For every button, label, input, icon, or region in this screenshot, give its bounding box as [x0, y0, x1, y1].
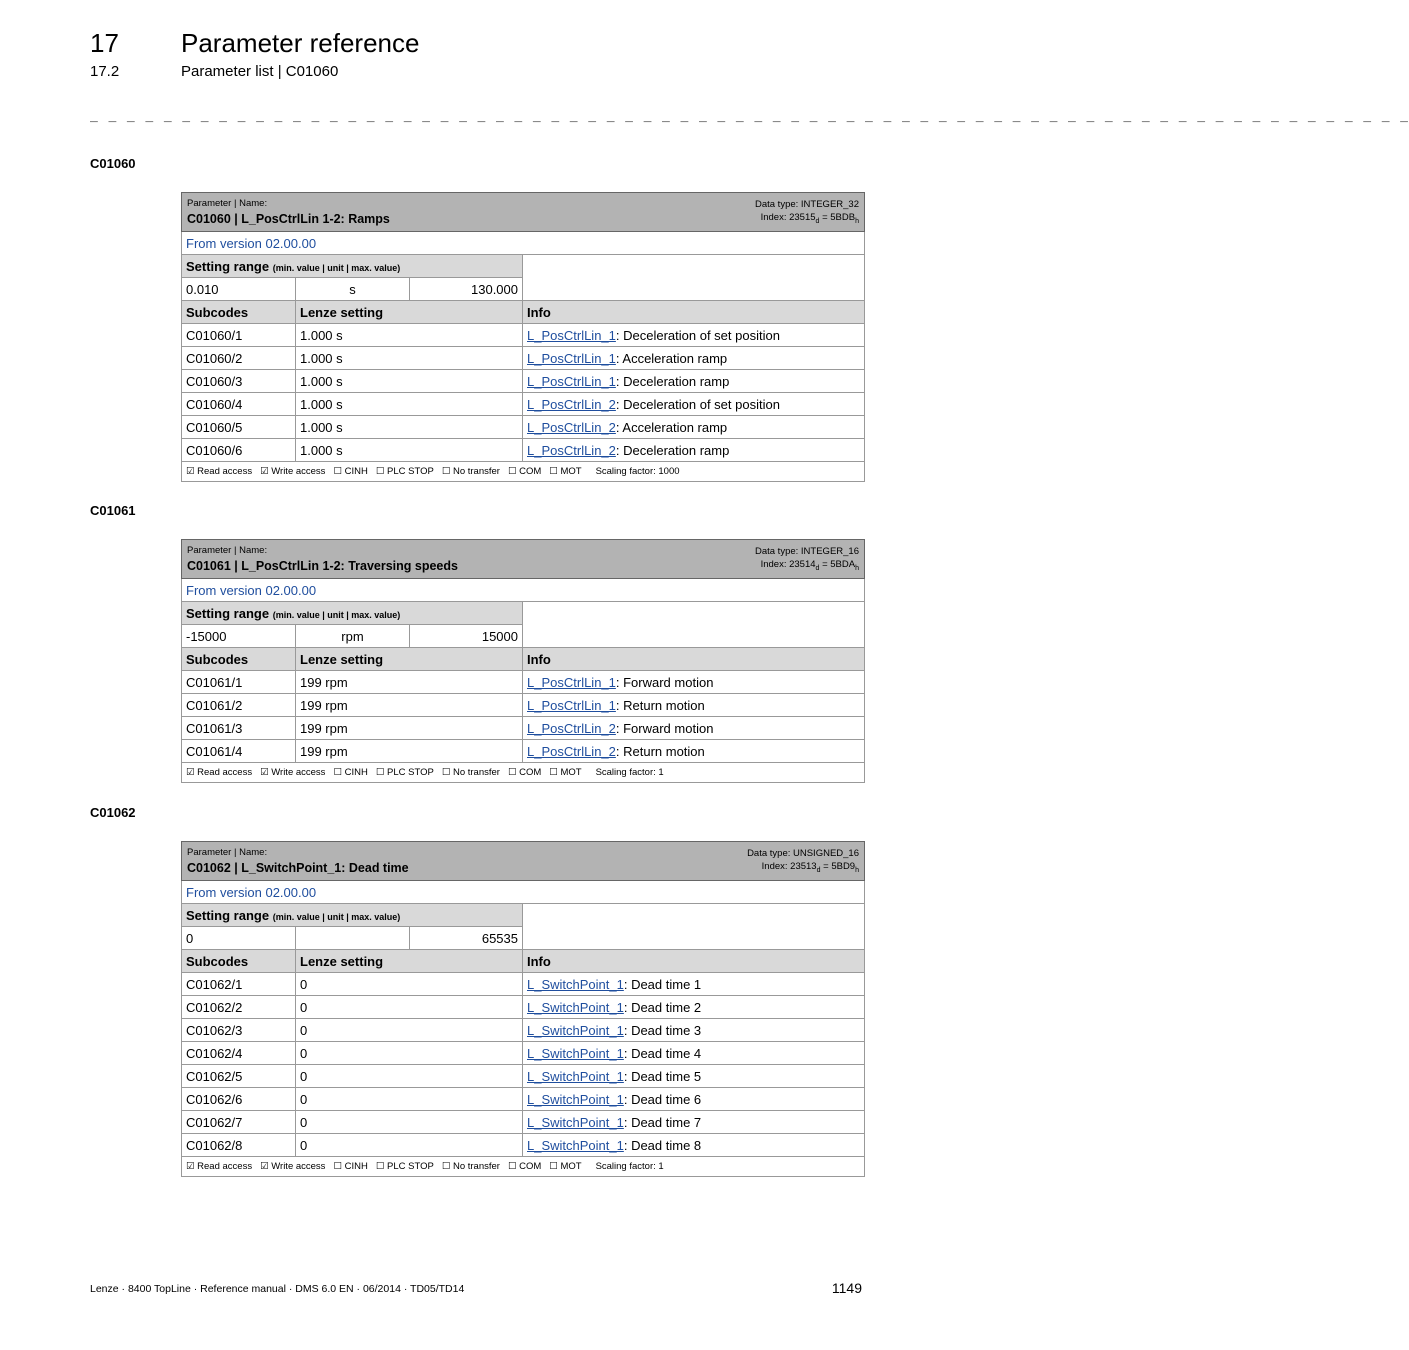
param-header	[182, 193, 865, 232]
access-flag: ☐ COM	[507, 466, 542, 477]
info-text: : Return motion	[615, 697, 705, 713]
param-name-label: Parameter | Name:	[187, 545, 268, 556]
info-cell	[523, 694, 865, 717]
access-flag: ☐ No transfer	[441, 1161, 500, 1172]
info-text: : Return motion	[615, 743, 705, 759]
lenze-setting: 0	[296, 1019, 523, 1042]
col-lenze-setting: Lenze setting	[296, 648, 523, 671]
info-text: : Dead time 7	[623, 1114, 702, 1130]
info-cell	[523, 1134, 865, 1157]
access-flag: ☑ Read access	[186, 1161, 253, 1172]
info-cell	[523, 347, 865, 370]
signal-link[interactable]: L_PosCtrlLin_1	[527, 697, 616, 713]
signal-link[interactable]: L_PosCtrlLin_2	[527, 419, 616, 435]
lenze-setting: 1.000 s	[296, 439, 523, 462]
info-cell	[523, 717, 865, 740]
info-text: : Dead time 2	[623, 999, 702, 1015]
chapter-number: 17	[90, 28, 119, 58]
lenze-setting: 0	[296, 973, 523, 996]
access-flag: ☐ No transfer	[441, 767, 500, 778]
subcode: C01060/6	[182, 439, 296, 462]
lenze-setting: 1.000 s	[296, 370, 523, 393]
info-cell	[523, 416, 865, 439]
signal-link[interactable]: L_SwitchPoint_1	[527, 1022, 624, 1038]
range-min: -15000	[182, 625, 296, 648]
param-name: C01060 | L_PosCtrlLin 1-2: Ramps	[187, 212, 390, 226]
setting-range-blank	[523, 904, 865, 950]
lenze-setting: 1.000 s	[296, 347, 523, 370]
setting-range-blank	[523, 255, 865, 301]
info-text: : Forward motion	[615, 720, 714, 736]
signal-link[interactable]: L_SwitchPoint_1	[527, 1068, 624, 1084]
signal-link[interactable]: L_PosCtrlLin_2	[527, 720, 616, 736]
signal-link[interactable]: L_PosCtrlLin_2	[527, 743, 616, 759]
col-subcodes: Subcodes	[182, 648, 296, 671]
col-subcodes: Subcodes	[182, 950, 296, 973]
lenze-setting: 0	[296, 1088, 523, 1111]
range-max: 15000	[410, 625, 523, 648]
param-meta	[755, 198, 859, 228]
info-cell	[523, 1065, 865, 1088]
signal-link[interactable]: L_PosCtrlLin_2	[527, 396, 616, 412]
param-name: C01061 | L_PosCtrlLin 1-2: Traversing speeds	[187, 559, 458, 573]
chapter-title: Parameter reference	[181, 28, 420, 58]
lenze-setting: 0	[296, 996, 523, 1019]
access-flag: ☐ MOT	[549, 767, 582, 778]
page-number: 1149	[831, 1280, 862, 1296]
subcode: C01061/3	[182, 717, 296, 740]
lenze-setting: 199 rpm	[296, 694, 523, 717]
table-row	[182, 671, 865, 694]
table-row	[182, 694, 865, 717]
param-meta	[755, 545, 859, 575]
param-index: Index: $23514_d = 5BDA_h$	[760, 559, 859, 572]
access-flag: ☑ Read access	[186, 767, 253, 778]
access-flag: ☐ COM	[507, 1161, 542, 1172]
footer-text: Lenze · 8400 TopLine · Reference manual · DMS 6.0 EN · 06/2014 · TD05/TD14	[90, 1283, 465, 1295]
info-cell	[523, 370, 865, 393]
range-unit	[296, 927, 410, 950]
subcode: C01061/4	[182, 740, 296, 763]
scaling-factor: Scaling factor: 1	[595, 767, 664, 778]
subcode: C01061/1	[182, 671, 296, 694]
signal-link[interactable]: L_PosCtrlLin_2	[527, 442, 616, 458]
param-name: C01062 | L_SwitchPoint_1: Dead time	[187, 861, 409, 875]
info-text: : Forward motion	[615, 674, 714, 690]
col-subcodes: Subcodes	[182, 301, 296, 324]
subcode: C01060/4	[182, 393, 296, 416]
table-row	[182, 973, 865, 996]
info-cell	[523, 1042, 865, 1065]
table-row	[182, 370, 865, 393]
param-table-c01061	[181, 539, 865, 783]
lenze-setting: 0	[296, 1134, 523, 1157]
lenze-setting: 0	[296, 1111, 523, 1134]
subcode: C01060/1	[182, 324, 296, 347]
table-row	[182, 1134, 865, 1157]
info-text: : Deceleration of set position	[615, 396, 780, 412]
info-cell	[523, 393, 865, 416]
col-info: Info	[523, 301, 865, 324]
subcode: C01060/5	[182, 416, 296, 439]
info-text: : Dead time 1	[623, 976, 702, 992]
info-text: : Acceleration ramp	[615, 419, 728, 435]
info-cell	[523, 1019, 865, 1042]
subcode: C01062/7	[182, 1111, 296, 1134]
setting-range-label: Setting range (min. value | unit | max. value)	[182, 602, 523, 625]
lenze-setting: 199 rpm	[296, 671, 523, 694]
lenze-setting: 1.000 s	[296, 324, 523, 347]
access-flags	[182, 763, 865, 783]
table-row	[182, 1019, 865, 1042]
param-index: Index: $23515_d = 5BDB_h$	[760, 212, 859, 225]
info-cell	[523, 996, 865, 1019]
access-flag: ☐ CINH	[333, 1161, 368, 1172]
signal-link[interactable]: L_SwitchPoint_1	[527, 976, 624, 992]
subcode: C01062/8	[182, 1134, 296, 1157]
range-unit: rpm	[296, 625, 410, 648]
info-text: : Deceleration ramp	[615, 373, 730, 389]
access-flag: ☐ MOT	[549, 466, 582, 477]
data-type: Data type: UNSIGNED_16	[747, 848, 859, 859]
info-cell	[523, 324, 865, 347]
access-flag: ☑ Write access	[260, 1161, 326, 1172]
version-note: From version 02.00.00	[182, 881, 865, 904]
access-flag: ☐ CINH	[333, 767, 368, 778]
table-row	[182, 324, 865, 347]
lenze-setting: 0	[296, 1042, 523, 1065]
access-flag: ☑ Read access	[186, 466, 253, 477]
col-lenze-setting: Lenze setting	[296, 301, 523, 324]
access-flag: ☐ PLC STOP	[375, 767, 434, 778]
table-row	[182, 996, 865, 1019]
info-text: : Dead time 3	[623, 1022, 702, 1038]
info-text: : Deceleration ramp	[615, 442, 730, 458]
subcode: C01062/3	[182, 1019, 296, 1042]
lenze-setting: 0	[296, 1065, 523, 1088]
param-heading-c01061: C01061	[90, 503, 136, 518]
subcode: C01060/2	[182, 347, 296, 370]
access-flag: ☐ PLC STOP	[375, 466, 434, 477]
data-type: Data type: INTEGER_16	[754, 546, 859, 557]
subcode: C01062/5	[182, 1065, 296, 1088]
scaling-factor: Scaling factor: 1000	[595, 466, 680, 477]
param-heading-c01060: C01060	[90, 156, 136, 171]
signal-link[interactable]: L_SwitchPoint_1	[527, 1045, 624, 1061]
param-name-label: Parameter | Name:	[187, 847, 268, 858]
subcode: C01061/2	[182, 694, 296, 717]
info-text: : Dead time 4	[623, 1045, 702, 1061]
table-row	[182, 1042, 865, 1065]
subcode: C01062/1	[182, 973, 296, 996]
table-row	[182, 439, 865, 462]
info-text: : Dead time 6	[623, 1091, 702, 1107]
info-text: : Dead time 8	[623, 1137, 702, 1153]
info-cell	[523, 671, 865, 694]
col-info: Info	[523, 950, 865, 973]
range-min: 0.010	[182, 278, 296, 301]
param-meta	[747, 847, 859, 877]
subcode: C01062/6	[182, 1088, 296, 1111]
info-cell	[523, 973, 865, 996]
param-heading-c01062: C01062	[90, 805, 136, 820]
access-flag: ☑ Write access	[260, 466, 326, 477]
signal-link[interactable]: L_SwitchPoint_1	[527, 1137, 624, 1153]
info-text: : Acceleration ramp	[615, 350, 728, 366]
info-text: : Dead time 5	[623, 1068, 702, 1084]
param-index: Index: $23513_d = 5BD9_h$	[761, 861, 859, 874]
signal-link[interactable]: L_PosCtrlLin_1	[527, 674, 616, 690]
section-number: 17.2	[90, 63, 120, 80]
range-max: 65535	[410, 927, 523, 950]
info-text: : Deceleration of set position	[615, 327, 780, 343]
range-min: 0	[182, 927, 296, 950]
signal-link[interactable]: L_PosCtrlLin_1	[527, 327, 616, 343]
info-cell	[523, 740, 865, 763]
access-flag: ☐ CINH	[333, 466, 368, 477]
subcode: C01062/2	[182, 996, 296, 1019]
param-name-label: Parameter | Name:	[187, 198, 268, 209]
scaling-factor: Scaling factor: 1	[595, 1161, 664, 1172]
access-flag: ☐ MOT	[549, 1161, 582, 1172]
table-row	[182, 347, 865, 370]
setting-range-blank	[523, 602, 865, 648]
param-table-c01060	[181, 192, 865, 482]
info-cell	[523, 439, 865, 462]
col-info: Info	[523, 648, 865, 671]
access-flag: ☐ No transfer	[441, 466, 500, 477]
lenze-setting: 199 rpm	[296, 740, 523, 763]
table-row	[182, 1088, 865, 1111]
lenze-setting: 1.000 s	[296, 393, 523, 416]
param-header	[182, 540, 865, 579]
access-flags	[182, 462, 865, 482]
lenze-setting: 199 rpm	[296, 717, 523, 740]
param-header	[182, 842, 865, 881]
data-type: Data type: INTEGER_32	[754, 199, 859, 210]
access-flag: ☑ Write access	[260, 767, 326, 778]
table-row	[182, 1065, 865, 1088]
signal-link[interactable]: L_SwitchPoint_1	[527, 1114, 624, 1130]
access-flag: ☐ PLC STOP	[375, 1161, 434, 1172]
section-title: Parameter list | C01060	[181, 63, 339, 80]
version-note: From version 02.00.00	[182, 579, 865, 602]
range-unit: s	[296, 278, 410, 301]
table-row	[182, 1111, 865, 1134]
table-row	[182, 717, 865, 740]
setting-range-label: Setting range (min. value | unit | max. value)	[182, 255, 523, 278]
table-row	[182, 393, 865, 416]
table-row	[182, 416, 865, 439]
info-cell	[523, 1088, 865, 1111]
signal-link[interactable]: L_PosCtrlLin_1	[527, 373, 616, 389]
version-note: From version 02.00.00	[182, 232, 865, 255]
subcode: C01060/3	[182, 370, 296, 393]
info-cell	[523, 1111, 865, 1134]
signal-link[interactable]: L_SwitchPoint_1	[527, 999, 624, 1015]
setting-range-label: Setting range (min. value | unit | max. value)	[182, 904, 523, 927]
header-divider: _ _ _ _ _ _ _ _ _ _ _ _ _ _ _ _ _ _ _ _ _ _ _ _ _ _ _ _ _ _ _ _ _ _ _ _ _ _ _ _ _ _ _ _ _ _ _ _ _ _ _ _ _ _ _ _ _ _ _ _ _ _ _ _ _ _ _ _ _ _ _ _	[90, 108, 1409, 123]
access-flag: ☐ COM	[507, 767, 542, 778]
table-row	[182, 740, 865, 763]
access-flags	[182, 1157, 865, 1177]
subcode: C01062/4	[182, 1042, 296, 1065]
signal-link[interactable]: L_PosCtrlLin_1	[527, 350, 616, 366]
lenze-setting: 1.000 s	[296, 416, 523, 439]
range-max: 130.000	[410, 278, 523, 301]
col-lenze-setting: Lenze setting	[296, 950, 523, 973]
signal-link[interactable]: L_SwitchPoint_1	[527, 1091, 624, 1107]
param-table-c01062	[181, 841, 865, 1177]
